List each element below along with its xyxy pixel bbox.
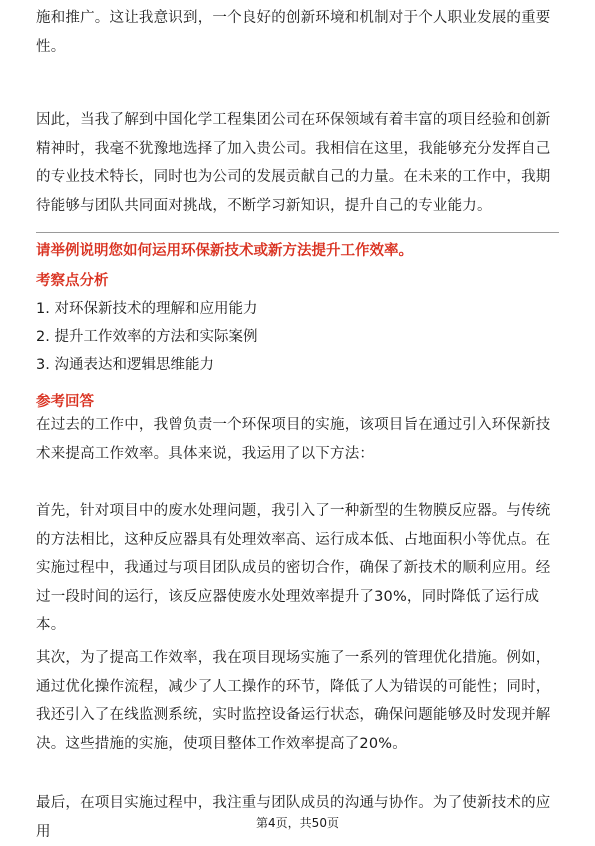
- answer-heading: 参考回答: [36, 394, 94, 410]
- analysis-point-1: 1. 对环保新技术的理解和应用能力: [36, 301, 258, 317]
- answer-paragraph-3: 其次，为了提高工作效率，我在项目现场实施了一系列的管理优化措施。例如，通过优化操作流程，减少了人工操作的环节，降低了人为错误的可能性；同时，我还引入了在线监测系统，实时监控设备运行状态，确保问题能够及时发现并解决。这些措施的实施，使项目整体工作效率提高了20%。: [36, 650, 551, 752]
- answer-paragraph-4: 最后，在项目实施过程中，我注重与团队成员的沟通与协作。为了使新技术的应用: [36, 795, 551, 840]
- intro-paragraph-1: 施和推广。这让我意识到，一个良好的创新环境和机制对于个人职业发展的重要性。: [36, 10, 551, 55]
- analysis-point-3: 3. 沟通表达和逻辑思维能力: [36, 357, 214, 373]
- page-number: 第4页，共50页: [256, 816, 339, 830]
- analysis-heading: 考察点分析: [36, 273, 109, 289]
- answer-paragraph-2: 首先，针对项目中的废水处理问题，我引入了一种新型的生物膜反应器。与传统的方法相比，这种反应器具有处理效率高、运行成本低、占地面积小等优点。在实施过程中，我通过与项目团队成员的密切合作，确保了新技术的顺利应用。经过一段时间的运行，该反应器使废水处理效率提升了30%，同时降低了运行成本。: [36, 503, 551, 633]
- intro-paragraph-2: 因此，当我了解到中国化学工程集团公司在环保领域有着丰富的项目经验和创新精神时，我毫不犹豫地选择了加入贵公司。我相信在这里，我能够充分发挥自己的专业技术特长，同时也为公司的发展贡献自己的力量。在未来的工作中，我期待能够与团队共同面对挑战，不断学习新知识，提升自己的专业能力。: [36, 112, 551, 214]
- analysis-point-2: 2. 提升工作效率的方法和实际案例: [36, 329, 258, 345]
- answer-paragraph-1: 在过去的工作中，我曾负责一个环保项目的实施，该项目旨在通过引入环保新技术来提高工作效率。具体来说，我运用了以下方法：: [36, 417, 551, 462]
- section-divider: [36, 232, 559, 233]
- question-title: 请举例说明您如何运用环保新技术或新方法提升工作效率。: [36, 243, 413, 259]
